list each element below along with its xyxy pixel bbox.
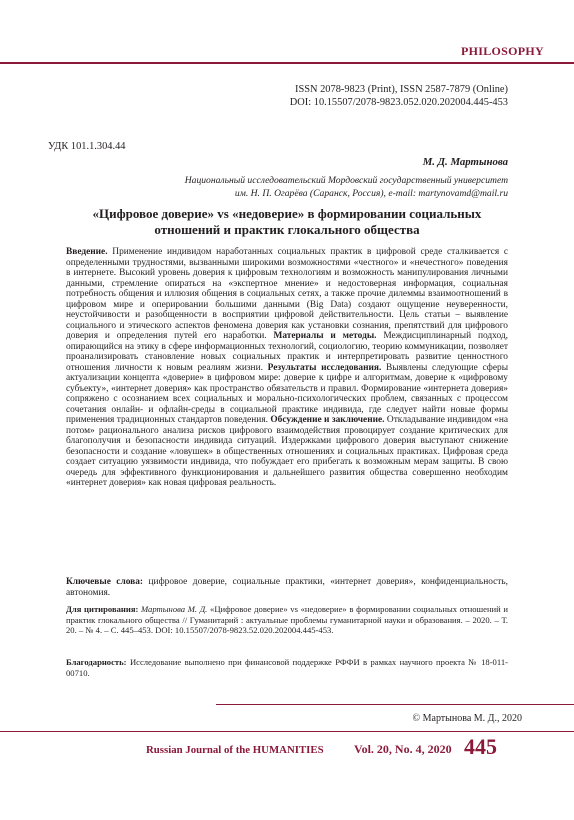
issn-block [108,83,508,109]
results-label: Результаты исследования. [267,362,382,373]
intro-text: Применение индивидом наработанных социальных практик в цифровой среде сталкивается с определенными трудностями, вызванными широкими возможностями «честного» и «нечестного» поведения в интернете. Высокий уровень доверия к цифровым технологиям и возможность манипулирования личными данными, стремление опираться на «экспертное мнение» и недостоверная информация, социальная потребность общения и иллюзия общения в социальных сетях, а также прочие дилеммы взаимоотношений в цифровом мире и оперировании большими данными (Big Data) создают ощущение неуверенности, неустойчивости и разобщенности в восприятии цифровой действительности. Цель статьи – выявление социального и этического аспектов феномена доверия как установки сознания, препятствий для цифрового доверия и определения путей его наработки. [66,247,509,341]
acknowledgement-text: Исследование выполнено при финансовой поддержке РФФИ в рамках научного проекта № 18-011-00710. [66,657,508,678]
author-affiliation [66,174,508,200]
affiliation-line-2: им. Н. П. Огарёва (Саранск, Россия), e-mail: martynovamd@mail.ru [234,188,508,199]
keywords-text: цифровое доверие, социальные практики, «интернет доверия», конфиденциальность, автономия. [66,577,509,598]
doi-line: DOI: 10.15507/2078-9823.052.020.202004.445-453 [289,97,508,108]
issn-line: ISSN 2078-9823 (Print), ISSN 2587-7879 (Online) [294,84,508,95]
citation-label: Для цитирования: [66,604,139,614]
citation-author: Мартынова М. Д. [141,604,208,614]
author-name: М. Д. Мартынова [422,156,508,168]
methods-label: Материалы и методы. [273,331,377,341]
issue-info: Vol. 20, No. 4, 2020 [354,742,452,756]
intro-label: Введение. [66,247,108,257]
page-number: 445 [464,734,497,759]
citation-text: «Цифровое доверие» vs «недоверие» в формировании социальных отношений и практик глокального общества // Гуманитарий : актуальные проблемы гуманитарной науки и образования. – 2020. – Т. 20. – № 4. – С. 445–453. DOI: 10.15507/2078-9823.52.020.202004.445-453. [66,604,509,635]
abstract [66,247,508,489]
acknowledgement [66,657,508,678]
footer-bar [0,731,574,732]
discussion-text: Откладывание индивидом «на потом» рационального анализа рисков цифрового взаимодействия провоцирует создание критических для благополучия и безопасности индивида ситуаций. Издержками цифрового доверия выступают снижение безопасности и создание «ловушек» в общественных отношениях и социальных практиках. Цифровая среда создает ситуацию уязвимости индивида, что побуждает его прибегать к возможным мерам защиты. В свою очередь для эффективного функционирования и дальнейшего развития общества совершенно необходим «интернет доверия» как новая цифровая реальность. [66,415,509,488]
acknowledgement-label: Благодарность: [66,657,127,667]
journal-name: Russian Journal of the HUMANITIES [146,744,324,756]
copyright: © Мартынова М. Д., 2020 [412,713,522,724]
title-line-2: отношений и практик глокального обществa [154,222,420,237]
keywords [66,577,508,598]
affiliation-line-1: Национальный исследовательский Мордовский государственный университет [184,175,508,186]
results-text: Выявлены следующие сферы актуализации концепта «доверие» в цифровом мире: доверие к цифре и алгоритмам, доверие к «цифровому субъекту», «интернет доверия» как пространство обязательств и правил. Формирование «интернета доверия» сопряжено с осознанием всех социальных и морально-психологических проблем, связанных с процессом сочетания онлайн- и офлайн-среды в социальной практике индивида, где следует найти новые формы применения традиционных стандартов поведения. [66,362,508,425]
keywords-label: Ключевые слова: [66,577,144,587]
citation [66,604,508,636]
section-label: PHILOSOPHY [460,44,544,58]
title-line-1: «Цифровое доверие» vs «недоверие» в формировании социальных [92,206,482,221]
page-footer [146,734,526,759]
footer-rule [216,704,574,705]
udk-code: УДК 101.1.304.44 [48,141,126,152]
methods-text: Междисциплинарный подход, опирающийся на этику в сфере информационных технологий, социологию, теорию коммуникации, позволяет проанализировать становление новых социальных практик и интерпретировать развитие ценностного отношения личности к новым реалиям жизни. [66,331,509,373]
article-title [56,206,518,238]
header-rule [0,62,574,64]
discussion-label: Обсуждение и заключение. [270,415,385,425]
